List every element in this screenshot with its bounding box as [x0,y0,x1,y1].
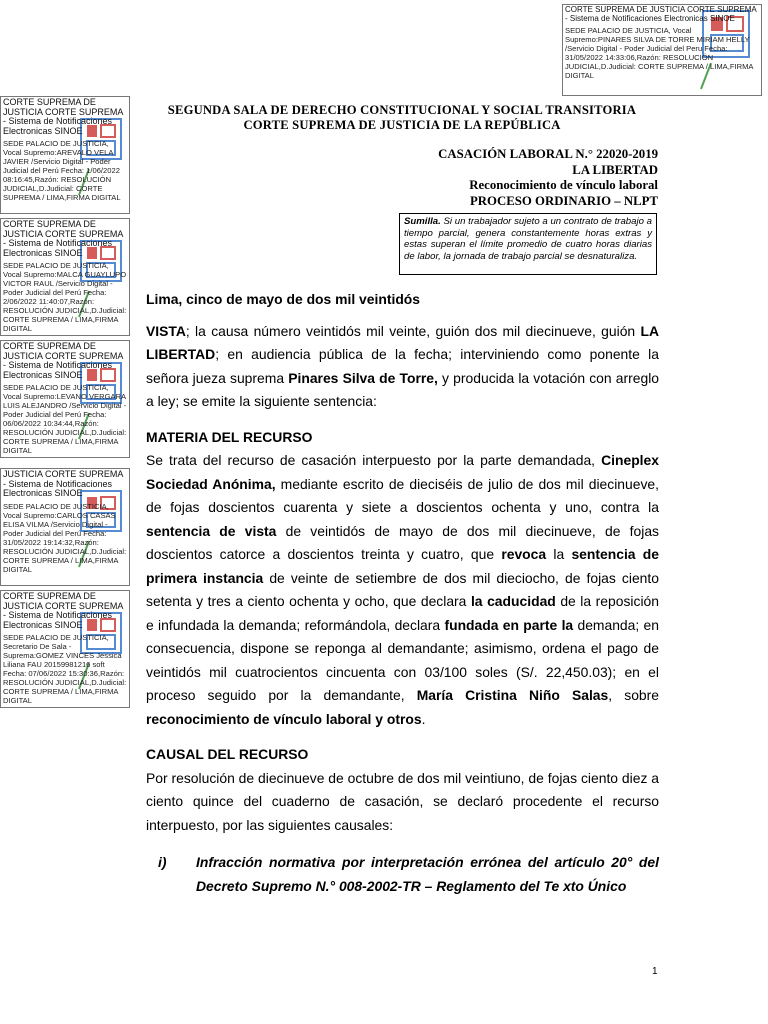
causal-paragraph: Por resolución de diecinueve de octubre de dos mil veintiuno, de fojas ciento diez a ciento quince del cuaderno de casación, se declaró procedente el recurso interpuesto, por las siguientes causales: [146,769,659,833]
stamp-header: CORTE SUPREMA DE JUSTICIA CORTE SUPREMA - Sistema de Notificaciones Electronicas SINOE [3,341,123,380]
stamp-details: SEDE PALACIO DE JUSTICIA, Vocal Supremo:CARLOS CASAS ELISA VILMA /Servicio Digital - Poder Judicial del Perú Fecha: 31/05/2022 19:14:32,Razón: RESOLUCIÓN JUDICIAL,D.Judicial: CORTE SUPREMA / LIMA,FIRMA DIGITAL [3,501,127,574]
court-name-title: CORTE SUPREMA DE JUSTICIA DE LA REPÚBLICA [243,118,561,132]
vista-paragraph [146,320,659,414]
digital-signature-stamp [0,468,130,586]
vista-text: y producida la votación con arreglo a ley; se emite la siguiente sentencia: [146,369,660,409]
materia-bold: María Cristina Niño Salas [416,687,609,703]
materia-text: demanda; en consecuencia, dispone se reponga al demandante; asimismo, ordena el pago de veintidós mil cuatrocientos cincuenta con 03/100 soles (S/. 22,450.03); en el proceso seguido por la demandante, [146,616,660,703]
court-header [146,103,658,133]
court-chamber-title: SEGUNDA SALA DE DERECHO CONSTITUCIONAL Y SOCIAL TRANSITORIA [167,103,637,117]
stamp-header: CORTE SUPREMA DE JUSTICIA CORTE SUPREMA - Sistema de Notificaciones Electronicas SINOE [3,591,123,630]
materia-text: mediante escrito de dieciséis de julio de dos mil diecinueve, de fojas doscientos cuarenta y siete a doscientos ochenta y uno, contra la [146,475,659,515]
digital-signature-stamp [0,218,130,336]
stamp-header: CORTE SUPREMA DE JUSTICIA CORTE SUPREMA - Sistema de Notificaciones Electronicas SINOE [565,5,757,23]
list-item-number: i) [158,854,167,870]
materia-bold: sentencia de primera instancia [146,546,659,586]
case-place: LA LIBERTAD [572,162,658,177]
stamp-details: SEDE PALACIO DE JUSTICIA, Secretario De Sala - Suprema:GOMEZ VINCES Jessica Liliana FAU 20159981216 soft Fecha: 07/06/2022 15:30:36,Razón: RESOLUCIÓN JUDICIAL,D.Judicial: CORTE SUPREMA / LIMA,FIRMA DIGITAL [3,633,127,705]
materia-text: . [421,710,426,727]
stamp-details: SEDE PALACIO DE JUSTICIA, Vocal Supremo:LEVANO VERGARA LUIS ALEJANDRO /Servicio Digital - Poder Judicial del Perú Fecha: 06/06/2022 10:34:44,Razón: RESOLUCIÓN JUDICIAL,D.Judicial: CORTE SUPREMA / LIMA,FIRMA DIGITAL [3,383,127,455]
section-title-materia: MATERIA DEL RECURSO [146,428,313,445]
materia-bold: revoca [501,546,547,562]
materia-text: de la reposición e infundada la demanda; reformándola, declara [146,593,659,633]
case-info-block [438,147,658,209]
materia-bold: sentencia de vista [146,522,277,539]
vista-place: LA LIBERTAD [146,322,659,362]
case-process: PROCESO ORDINARIO – NLPT [469,193,658,208]
materia-paragraph [146,449,659,731]
materia-bold: reconocimiento de vínculo laboral y otros [146,710,422,727]
stamp-header: JUSTICIA CORTE SUPREMA - Sistema de Notificaciones Electronicas SINOE [3,469,123,498]
materia-text: Se trata del recurso de casación interpuesto por la parte demandada, [146,452,602,468]
digital-signature-stamp [0,96,130,214]
materia-text: la [546,546,572,562]
materia-text: de veinte de setiembre de dos mil dieciocho, de fojas ciento setenta y tres a ciento ochenta y ocho, que declara [146,569,659,609]
section-title-causal: CAUSAL DEL RECURSO [146,746,309,762]
vista-text: ; en audiencia pública de la fecha; interviniendo como ponente la señora jueza suprema [146,346,659,386]
vista-judge: Pinares Silva de Torre, [288,369,438,386]
causal-list-item [146,851,659,898]
document-body [146,288,659,898]
digital-signature-stamp [0,590,130,708]
materia-bold: Cineplex Sociedad Anónima, [146,452,659,492]
stamp-header: CORTE SUPREMA DE JUSTICIA CORTE SUPREMA - Sistema de Notificaciones Electronicas SINOE [3,219,123,258]
materia-bold: fundada en parte la [444,616,574,633]
digital-signature-stamp-top [562,4,762,96]
vista-text: ; la causa número veintidós mil veinte, guión dos mil diecinueve, guión [185,322,641,339]
digital-signature-stamp [0,340,130,458]
materia-text: de veintidós de mayo de dos mil diecinueve, de fojas doscientos catorce a doscientos treinta y cuatro, que [146,522,659,562]
list-item-text: Infracción normativa por interpretación errónea del artículo 20° del Decreto Supremo N.° 008-2002-TR – Reglamento del Te xto Único [196,854,659,894]
sumilla-text: Si un trabajador sujeto a un contrato de trabajo a tiempo parcial, genera constantemente horas extras y estas superan el límite promedio de cuatro horas diarias de labor, la jornada de trabajo parcial se desnaturaliza. [404,216,652,262]
page-number: 1 [652,966,658,977]
materia-bold: la caducidad [470,593,556,609]
materia-text: , sobre [608,687,660,703]
case-subject: Reconocimiento de vínculo laboral [469,178,658,192]
case-number: CASACIÓN LABORAL N.° 22020-2019 [438,147,658,161]
stamp-details: SEDE PALACIO DE JUSTICIA, Vocal Supremo:PINARES SILVA DE TORRE MIRIAM HELLY /Servicio Digital - Poder Judicial del Peru Fecha: 31/05/2022 14:33:06,Razón: RESOLUCIÓN JUDICIAL,D.Judicial: CORTE SUPREMA / LIMA,FIRMA DIGITAL [565,26,754,80]
sumilla-label: Sumilla. [404,216,441,227]
vista-label: VISTA [146,322,186,339]
date-line: Lima, cinco de mayo de dos mil veintidós [146,291,421,307]
stamp-header: CORTE SUPREMA DE JUSTICIA CORTE SUPREMA - Sistema de Notificaciones Electronicas SINOE [3,97,123,136]
stamp-details: SEDE PALACIO DE JUSTICIA, Vocal Supremo:MALCA GUAYLUPO VICTOR RAUL /Servicio Digital - Poder Judicial del Perú Fecha: 2/06/2022 11:40:07,Razón: RESOLUCIÓN JUDICIAL,D.Judicial: CORTE SUPREMA / LIMA,FIRMA DIGITAL [3,261,127,333]
stamp-details: SEDE PALACIO DE JUSTICIA, Vocal Supremo:AREVALO VELA JAVIER /Servicio Digital - Poder Judicial del Perú Fecha: 1/06/2022 08:16:45,Razón: RESOLUCIÓN JUDICIAL,D.Judicial: CORTE SUPREMA / LIMA,FIRMA DIGITAL [3,139,121,202]
sumilla-box [399,213,657,275]
